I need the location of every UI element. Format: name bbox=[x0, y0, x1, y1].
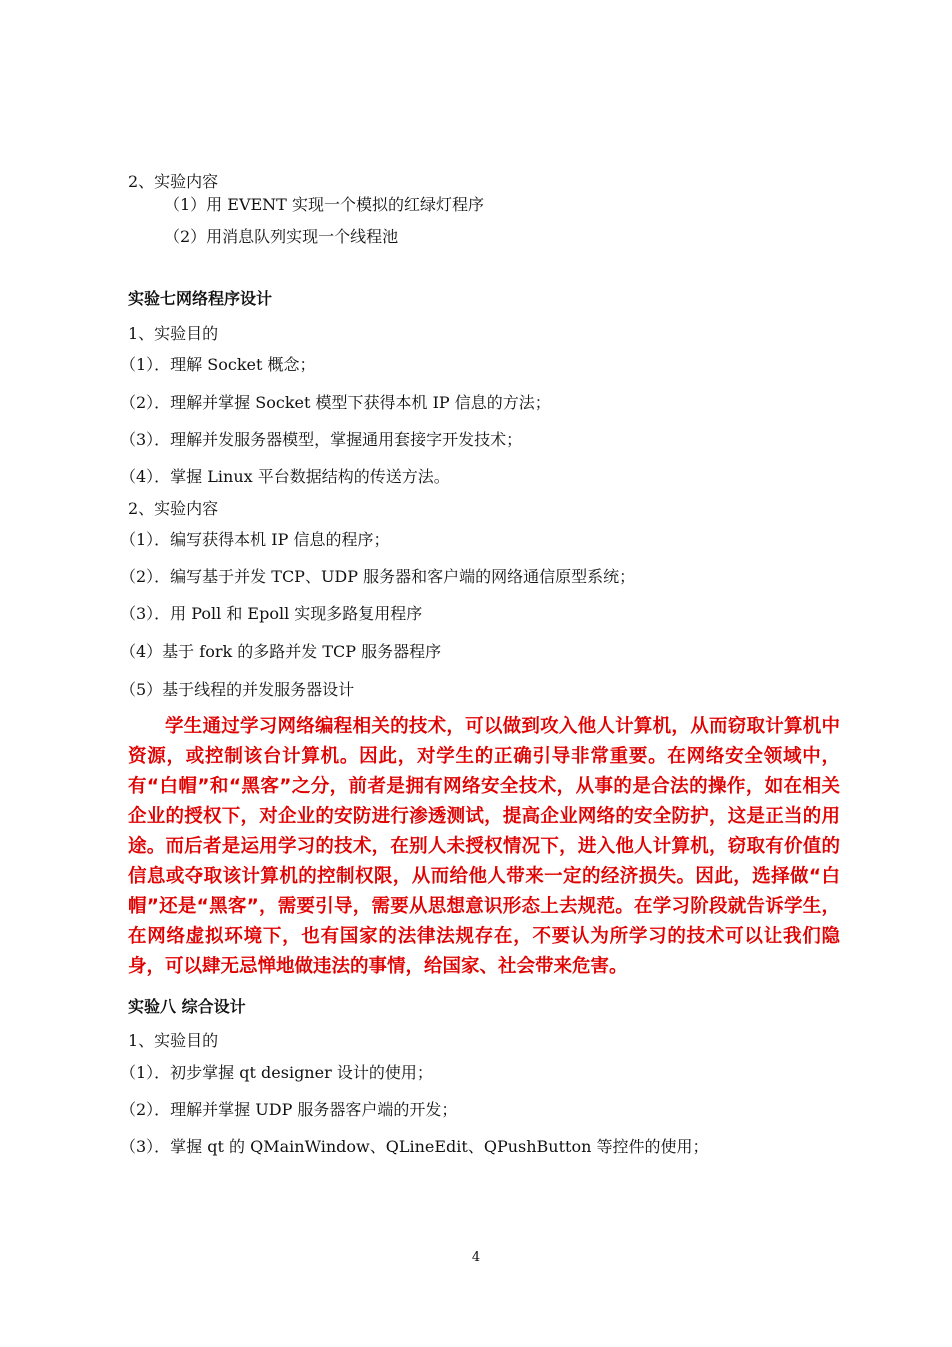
prev-content-item-1: （1）用 EVENT 实现一个模拟的红绿灯程序 bbox=[164, 195, 484, 214]
exp7-purpose-item-3: （3）．理解并发服务器模型，掌握通用套接字开发技术； bbox=[120, 430, 523, 449]
exp8-title: 实验八 综合设计 bbox=[128, 997, 246, 1016]
exp8-purpose-title: 1、实验目的 bbox=[128, 1031, 219, 1050]
exp8-purpose-item-2: （2）．理解并掌握 UDP 服务器客户端的开发； bbox=[120, 1100, 458, 1119]
exp7-purpose-title: 1、实验目的 bbox=[128, 324, 219, 343]
exp7-purpose-item-4: （4）．掌握 Linux 平台数据结构的传送方法。 bbox=[120, 467, 450, 486]
exp7-content-title: 2、实验内容 bbox=[128, 499, 219, 518]
exp8-purpose-item-1: （1）．初步掌握 qt designer 设计的使用； bbox=[120, 1063, 433, 1082]
exp7-title: 实验七网络程序设计 bbox=[128, 289, 273, 308]
page-number: 4 bbox=[471, 1250, 481, 1265]
prev-content-title: 2、实验内容 bbox=[128, 172, 219, 191]
ethics-paragraph: 学生通过学习网络编程相关的技术，可以做到攻入他人计算机，从而窃取计算机中资源，或控制该台计算机。因此，对学生的正确引导非常重要。在网络安全领域中，有“白帽”和“黑客”之分，前者是拥有网络安全技术，从事的是合法的操作，如在相关企业的授权下，对企业的安防进行渗透测试，提高企业网络的安全防护，这是正当的用途。而后者是运用学习的技术，在别人未授权情况下，进入他人计算机，窃取有价值的信息或夺取该计算机的控制权限，从而给他人带来一定的经济损失。因此，选择做“白帽”还是“黑客”，需要引导，需要从思想意识形态上去规范。在学习阶段就告诉学生，在网络虚拟环境下，也有国家的法律法规存在，不要认为所学习的技术可以让我们隐身，可以肆无忌惮地做违法的事情，给国家、社会带来危害。 bbox=[128, 716, 840, 977]
exp7-content-item-1: （1）．编写获得本机 IP 信息的程序； bbox=[120, 530, 390, 549]
prev-content-item-2: （2）用消息队列实现一个线程池 bbox=[164, 227, 399, 246]
exp7-content-item-3: （3）．用 Poll 和 Epoll 实现多路复用程序 bbox=[120, 604, 423, 623]
ethics-paragraph-block bbox=[128, 712, 840, 982]
exp7-content-item-4: （4）基于 fork 的多路并发 TCP 服务器程序 bbox=[120, 642, 442, 661]
exp7-purpose-item-2: （2）．理解并掌握 Socket 模型下获得本机 IP 信息的方法； bbox=[120, 393, 551, 412]
exp7-content-item-2: （2）．编写基于并发 TCP、UDP 服务器和客户端的网络通信原型系统； bbox=[120, 567, 636, 586]
exp8-purpose-item-3: （3）．掌握 qt 的 QMainWindow、QLineEdit、QPushButton 等控件的使用； bbox=[120, 1137, 709, 1156]
exp7-content-item-5: （5）基于线程的并发服务器设计 bbox=[120, 680, 355, 699]
exp7-purpose-item-1: （1）．理解 Socket 概念； bbox=[120, 355, 316, 374]
